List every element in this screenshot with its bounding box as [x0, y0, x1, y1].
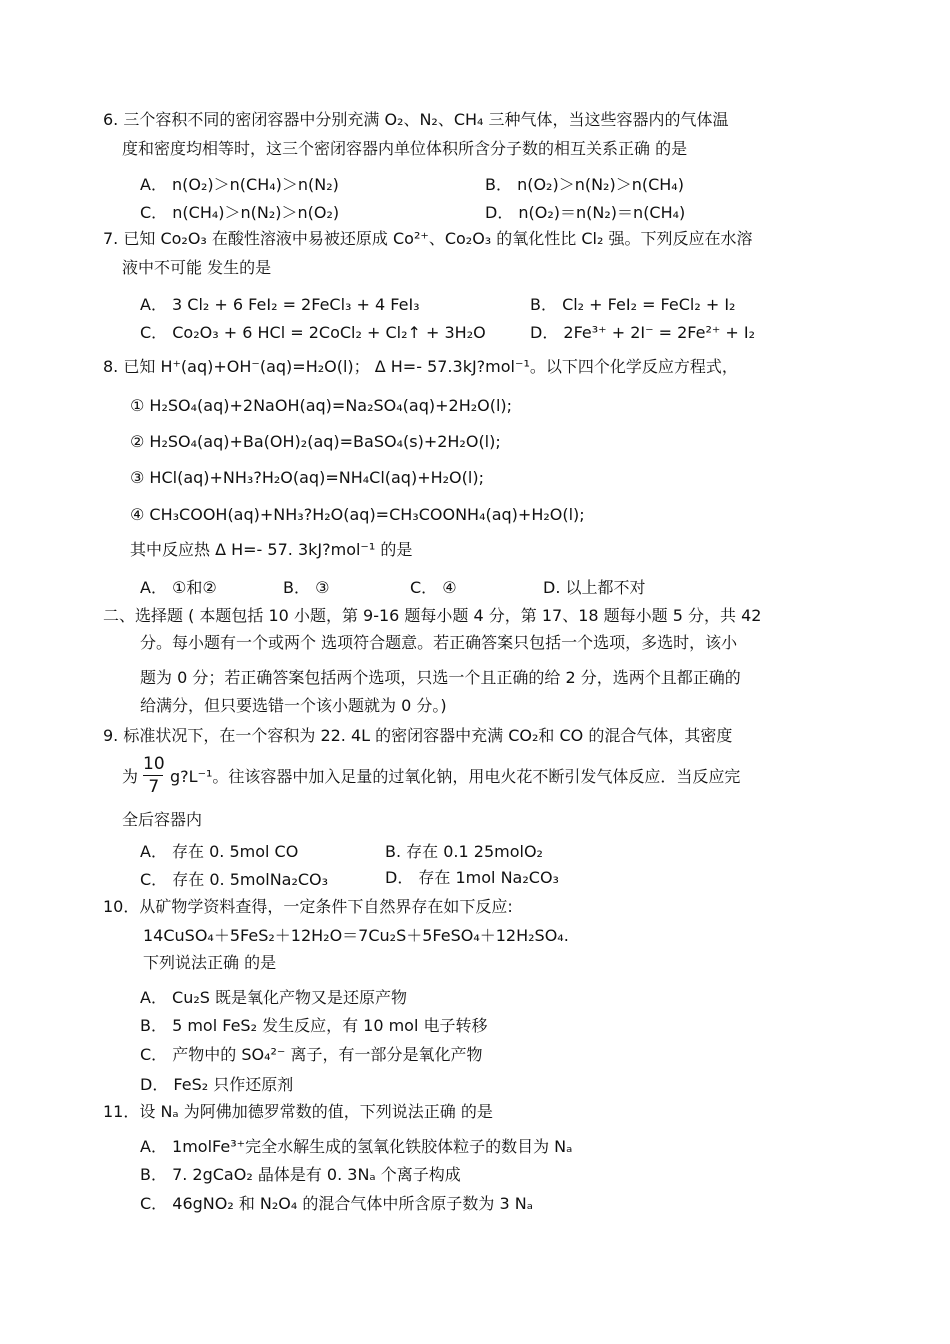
q11-option-a: A． 1molFe³⁺完全水解生成的氢氧化铁胶体粒子的数目为 Nₐ [140, 1137, 573, 1156]
q9-stem-line3: 全后容器内 [122, 810, 203, 829]
q7-option-b: B． Cl₂ + FeI₂ = FeCl₂ + I₂ [530, 295, 736, 314]
section2-line4: 给满分，但只要选错一个该小题就为 0 分。) [140, 696, 447, 715]
q10-stem: 10．从矿物学资料查得，一定条件下自然界存在如下反应: [103, 897, 513, 916]
q8-option-c: C． ④ [410, 578, 457, 597]
q10-equation: 14CuSO₄＋5FeS₂＋12H₂O＝7Cu₂S＋5FeSO₄＋12H₂SO₄. [143, 926, 569, 945]
q6-stem-line1: 6. 三个容积不同的密闭容器中分别充满 O₂、N₂、CH₄ 三种气体，当这些容器内的气体温 [103, 110, 729, 129]
q9-fraction-bar [143, 775, 163, 776]
q7-option-d: D． 2Fe³⁺ + 2I⁻ = 2Fe²⁺ + I₂ [530, 323, 756, 342]
q9-option-b: B. 存在 0.1 25molO₂ [385, 842, 543, 861]
q9-fraction-denominator: 7 [148, 777, 160, 797]
q7-stem-line1: 7. 已知 Co₂O₃ 在酸性溶液中易被还原成 Co²⁺、Co₂O₃ 的氧化性比 Cl₂ 强。下列反应在水溶 [103, 229, 753, 248]
q8-reaction-3: ③ HCl(aq)+NH₃?H₂O(aq)=NH₄Cl(aq)+H₂O(l); [130, 468, 484, 487]
q9-stem-line1: 9. 标准状况下，在一个容积为 22. 4L 的密闭容器中充满 CO₂和 CO 的混合气体，其密度 [103, 726, 733, 745]
q8-stem: 8. 已知 H⁺(aq)+OH⁻(aq)=H₂O(l)； Δ H=- 57.3kJ?mol⁻¹。以下四个化学反应方程式， [103, 357, 738, 376]
q6-option-b: B． n(O₂)＞n(N₂)＞n(CH₄) [485, 175, 684, 194]
q8-option-d: D. 以上都不对 [543, 578, 646, 597]
q9-density-fraction [143, 754, 165, 797]
q7-option-a: A． 3 Cl₂ + 6 FeI₂ = 2FeCl₃ + 4 FeI₃ [140, 295, 420, 314]
section2-line2: 分。每小题有一个或两个 选项符合题意。若正确答案只包括一个选项，多选时，该小 [140, 633, 738, 652]
q9-option-d: D． 存在 1mol Na₂CO₃ [385, 868, 559, 887]
q11-stem: 11．设 Nₐ 为阿佛加德罗常数的值，下列说法正确 的是 [103, 1102, 493, 1121]
q8-reaction-1: ① H₂SO₄(aq)+2NaOH(aq)=Na₂SO₄(aq)+2H₂O(l); [130, 396, 513, 415]
q6-option-c: C． n(CH₄)＞n(N₂)＞n(O₂) [140, 203, 340, 222]
q8-option-a: A． ①和② [140, 578, 217, 597]
q7-option-c: C． Co₂O₃ + 6 HCl = 2CoCl₂ + Cl₂↑ + 3H₂O [140, 323, 486, 342]
q9-option-c: C． 存在 0. 5molNa₂CO₃ [140, 870, 329, 889]
q8-option-b: B． ③ [283, 578, 330, 597]
q10-option-a: A． Cu₂S 既是氧化产物又是还原产物 [140, 988, 408, 1007]
q10-question: 下列说法正确 的是 [143, 953, 277, 972]
q11-option-c: C． 46gNO₂ 和 N₂O₄ 的混合气体中所含原子数为 3 Nₐ [140, 1194, 533, 1213]
q7-stem-line2: 液中不可能 发生的是 [122, 258, 272, 277]
q10-option-b: B． 5 mol FeS₂ 发生反应，有 10 mol 电子转移 [140, 1016, 488, 1035]
q11-option-b: B． 7. 2gCaO₂ 晶体是有 0. 3Nₐ 个离子构成 [140, 1165, 461, 1184]
q8-question: 其中反应热 Δ H=- 57. 3kJ?mol⁻¹ 的是 [130, 540, 413, 559]
q9-stem-line2: g?L⁻¹。往该容器中加入足量的过氧化钠，用电火花不断引发气体反应．当反应完 [170, 767, 741, 786]
q10-option-c: C． 产物中的 SO₄²⁻ 离子，有一部分是氧化产物 [140, 1045, 483, 1064]
q6-option-d: D． n(O₂)＝n(N₂)＝n(CH₄) [485, 203, 686, 222]
q9-fraction-numerator: 10 [143, 754, 165, 774]
q9-option-a: A． 存在 0. 5mol CO [140, 842, 299, 861]
section2-line3: 题为 0 分；若正确答案包括两个选项，只选一个且正确的给 2 分，选两个且都正确的 [140, 668, 741, 687]
q9-wei: 为 [122, 767, 139, 786]
q6-option-a: A． n(O₂)＞n(CH₄)＞n(N₂) [140, 175, 339, 194]
q8-reaction-2: ② H₂SO₄(aq)+Ba(OH)₂(aq)=BaSO₄(s)+2H₂O(l); [130, 432, 501, 451]
q6-stem-line2: 度和密度均相等时，这三个密闭容器内单位体积所含分子数的相互关系正确 的是 [122, 139, 688, 158]
section2-line1: 二、选择题 ( 本题包括 10 小题，第 9-16 题每小题 4 分，第 17、18 题每小题 5 分，共 42 [103, 606, 762, 625]
q8-reaction-4: ④ CH₃COOH(aq)+NH₃?H₂O(aq)=CH₃COONH₄(aq)+H₂O(l); [130, 505, 585, 524]
q10-option-d: D． FeS₂ 只作还原剂 [140, 1075, 294, 1094]
